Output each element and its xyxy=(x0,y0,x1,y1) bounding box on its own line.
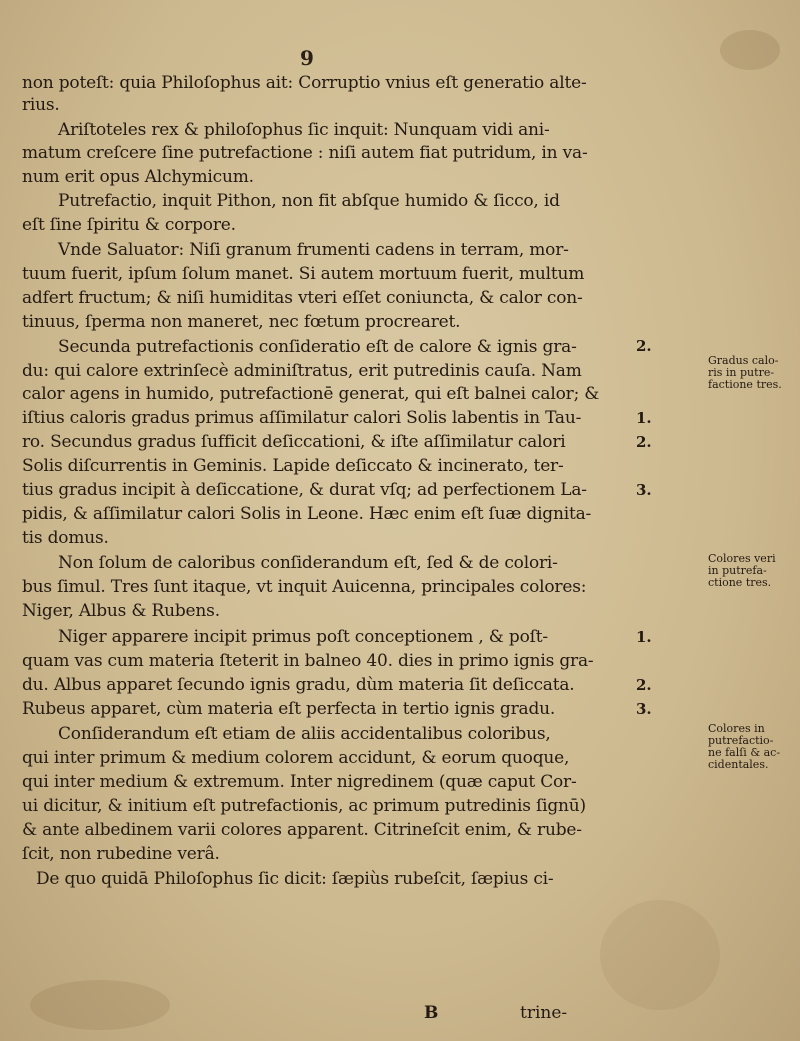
text-line: quam vas cum materia ſteterit in balneo 40. dies in primo ignis gra- xyxy=(22,651,594,671)
text-line: pidis, & aſſimilatur calori Solis in Leone. Hæc enim eſt ſuæ dignita- xyxy=(22,504,592,524)
margin-note-line: Colores veri xyxy=(708,552,776,565)
text-line: tius gradus incipit à deſiccatione, & durat vſq; ad perfectionem La- xyxy=(22,480,587,500)
paper-stain xyxy=(600,900,720,1010)
text-line: bus ſimul. Tres ſunt itaque, vt inquit Auicenna, principales colores: xyxy=(22,577,587,597)
margin-note-colores-in xyxy=(708,723,780,771)
text-line: Niger apparere incipit primus poſt conceptionem , & poſt- xyxy=(58,627,548,647)
margin-note-line: ctione tres. xyxy=(708,576,772,589)
text-line: num erit opus Alchymicum. xyxy=(22,167,254,187)
catchword: trine- xyxy=(520,1003,568,1023)
margin-number: 2. xyxy=(636,676,652,694)
text-line: tis domus. xyxy=(22,528,109,548)
text-line: ro. Secundus gradus ſufficit deſiccationi, & iſte aſſimilatur calori xyxy=(22,432,566,452)
margin-note-line: cidentales. xyxy=(708,758,769,771)
text-line: Conſiderandum eſt etiam de aliis accidentalibus coloribus, xyxy=(58,724,551,744)
text-line: Ariſtoteles rex & philoſophus ſic inquit: Nunquam vidi ani- xyxy=(58,120,550,140)
text-line: du. Albus apparet ſecundo ignis gradu, dùm materia ſit deſiccata. xyxy=(22,675,575,695)
paper-stain xyxy=(30,980,170,1030)
margin-number: 2. xyxy=(636,337,652,355)
margin-note-line: putrefactio- xyxy=(708,734,774,747)
text-line: adfert fructum; & niſi humiditas vteri eſſet coniuncta, & calor con- xyxy=(22,288,583,308)
text-line: non poteſt: quia Philoſophus ait: Corruptio vnius eſt generatio alte- xyxy=(22,73,587,93)
margin-note-line: in putrefa- xyxy=(708,564,767,577)
margin-note-line: Gradus calo- xyxy=(708,354,779,367)
text-line: ui dicitur, & initium eſt putrefactionis, ac primum putredinis ſignū) xyxy=(22,796,586,816)
text-line: eſt ſine ſpiritu & corpore. xyxy=(22,215,236,235)
text-line: calor agens in humido, putrefactionē generat, qui eſt balnei calor; & xyxy=(22,384,600,404)
text-line: Rubeus apparet, cùm materia eſt perfecta in tertio ignis gradu. xyxy=(22,699,556,719)
paper-stain xyxy=(720,30,780,70)
folio-number: 9 xyxy=(300,46,314,70)
text-line: rius. xyxy=(22,95,60,115)
text-line: Secunda putrefactionis conſideratio eſt de calore & ignis gra- xyxy=(58,337,577,357)
text-line: Vnde Saluator: Niſi granum frumenti cadens in terram, mor- xyxy=(58,240,569,260)
text-line: Solis diſcurrentis in Geminis. Lapide deſiccato & incinerato, ter- xyxy=(22,456,564,476)
margin-number: 1. xyxy=(636,409,652,427)
text-line: iſtius caloris gradus primus aſſimilatur calori Solis labentis in Tau- xyxy=(22,408,582,428)
text-line: De quo quidā Philoſophus ſic dicit: ſæpiùs rubeſcit, ſæpius ci- xyxy=(36,869,554,889)
text-line: qui inter primum & medium colorem accidunt, & eorum quoque, xyxy=(22,748,570,768)
text-line: tuum fuerit, ipſum ſolum manet. Si autem mortuum fuerit, multum xyxy=(22,264,585,284)
signature-mark: B xyxy=(424,1003,439,1023)
text-line: & ante albedinem varii colores apparent. Citrineſcit enim, & rube- xyxy=(22,820,582,840)
margin-note-colores-veri xyxy=(708,553,776,589)
text-line: du: qui calore extrinſecè adminiſtratus, erit putredinis cauſa. Nam xyxy=(22,361,582,381)
margin-number: 1. xyxy=(636,628,652,646)
text-line: qui inter medium & extremum. Inter nigredinem (quæ caput Cor- xyxy=(22,772,577,792)
margin-note-line: factione tres. xyxy=(708,378,782,391)
margin-note-line: ne falſi & ac- xyxy=(708,746,781,759)
margin-note-line: Colores in xyxy=(708,722,765,735)
text-line: Niger, Albus & Rubens. xyxy=(22,601,220,621)
margin-note-line: ris in putre- xyxy=(708,366,775,379)
margin-number: 3. xyxy=(636,700,652,718)
text-line: ſcit, non rubedine verâ. xyxy=(22,844,220,864)
margin-number: 2. xyxy=(636,433,652,451)
margin-note-gradus xyxy=(708,355,782,391)
text-line: Non ſolum de caloribus conſiderandum eſt, ſed & de colori- xyxy=(58,553,558,573)
margin-number: 3. xyxy=(636,481,652,499)
text-line: Putrefactio, inquit Pithon, non fit abſque humido & ſicco, id xyxy=(58,191,560,211)
text-line: tinuus, ſperma non maneret, nec fœtum procrearet. xyxy=(22,312,461,332)
text-line: matum creſcere ſine putrefactione : niſi autem fiat putridum, in va- xyxy=(22,143,588,163)
